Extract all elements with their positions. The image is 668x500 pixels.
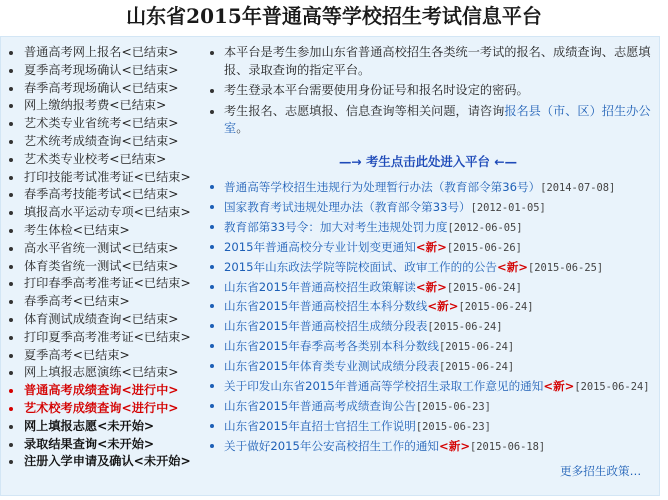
bullet-icon (9, 336, 13, 340)
sidebar-item-label: 春季高考技能考试<已结束> (24, 187, 179, 202)
sidebar-item-label: 高水平省统一测试<已结束> (24, 240, 179, 255)
bullet-icon (210, 285, 214, 289)
sidebar-item-label: 录取结果查询<未开始> (24, 436, 155, 451)
news-item[interactable] (204, 357, 652, 377)
bullet-icon (210, 51, 214, 55)
bullet-icon (9, 265, 13, 269)
sidebar-item-label: 艺术类专业校考<已结束> (24, 151, 167, 166)
sidebar-item[interactable] (6, 62, 194, 80)
bullet-icon (210, 205, 214, 209)
bullet-icon (9, 229, 13, 233)
bullet-icon (9, 354, 13, 358)
sidebar-item[interactable] (6, 311, 194, 329)
sidebar-item-label: 春季高考现场确认<已结束> (24, 80, 179, 95)
news-item[interactable] (204, 258, 652, 278)
sidebar-item[interactable] (6, 44, 194, 62)
news-date: [2014-07-08] (540, 182, 616, 194)
sidebar (6, 44, 194, 471)
sidebar-item[interactable] (6, 293, 194, 311)
sidebar-item[interactable] (6, 364, 194, 382)
news-title[interactable]: 山东省2015年春季高考各类别本科分数线 (224, 339, 440, 354)
sidebar-item-label: 普通高考成绩查询<进行中> (24, 383, 179, 398)
news-list (204, 178, 652, 457)
sidebar-item[interactable] (6, 329, 194, 347)
bullet-icon (9, 389, 13, 393)
new-badge: <新> (427, 299, 459, 314)
sidebar-item[interactable] (6, 275, 194, 293)
sidebar-item-label: 艺术校考成绩查询<进行中> (24, 400, 179, 415)
news-title[interactable]: 教育部第33号令：加大对考生违规处罚力度 (224, 219, 448, 234)
news-date: [2012-06-05] (447, 221, 523, 234)
bullet-icon (9, 425, 13, 429)
bullet-icon (9, 51, 13, 55)
bullet-icon (9, 122, 13, 126)
page-title: 山东省2015年普通高等学校招生考试信息平台 (126, 4, 542, 28)
news-date: [2015-06-23] (415, 420, 491, 433)
sidebar-item[interactable] (6, 436, 194, 454)
bullet-icon (9, 300, 13, 304)
sidebar-item[interactable] (6, 240, 194, 258)
sidebar-item[interactable] (6, 453, 194, 471)
sidebar-item-label: 考生体检<已结束> (24, 222, 130, 237)
sidebar-item[interactable] (6, 258, 194, 276)
sidebar-item[interactable] (6, 418, 194, 436)
sidebar-item-label: 艺术类专业省统考<已结束> (24, 116, 179, 131)
sidebar-item[interactable] (6, 382, 194, 400)
bullet-icon (9, 371, 13, 375)
bullet-icon (210, 304, 214, 308)
intro-text: 考生登录本平台需要使用身份证号和报名时设定的密码。 (224, 83, 529, 98)
news-section (204, 178, 652, 457)
news-title[interactable]: 山东省2015年普通高校招生政策解读 (224, 279, 416, 294)
bullet-icon (9, 176, 13, 180)
intro-text: 考生报名、志愿填报、信息查询等相关问题，请咨询 (224, 103, 505, 118)
sidebar-item-label: 网上缴纳报考费<已结束> (24, 98, 167, 113)
sidebar-item-label: 春季高考<已结束> (24, 294, 130, 309)
sidebar-item-label: 打印技能考试准考证<已结束> (24, 169, 191, 184)
bullet-icon (9, 158, 13, 162)
news-title[interactable]: 山东省2015年普通高考成绩查询公告 (224, 398, 416, 413)
bullet-icon (9, 460, 13, 464)
bullet-icon (210, 265, 214, 269)
bullet-icon (9, 69, 13, 73)
bullet-icon (210, 245, 214, 249)
sidebar-item[interactable] (6, 80, 194, 98)
bullet-icon (9, 247, 13, 251)
sidebar-item[interactable] (6, 169, 194, 187)
more-policies-link[interactable]: 更多招生政策… (560, 464, 642, 478)
bullet-icon (9, 443, 13, 447)
news-title[interactable]: 关于做好2015年公安高校招生工作的通知 (224, 438, 440, 453)
bullet-icon (9, 193, 13, 197)
news-title[interactable]: 山东省2015年普通高校招生成绩分段表 (224, 319, 428, 334)
bullet-icon (9, 318, 13, 322)
sidebar-item-label: 网上填报志愿<未开始> (24, 418, 155, 433)
bullet-icon (9, 104, 13, 108)
new-badge: <新> (543, 379, 575, 394)
bullet-icon (210, 185, 214, 189)
news-date: [2015-06-23] (415, 400, 491, 413)
news-date: [2015-06-24] (439, 361, 515, 374)
sidebar-item[interactable] (6, 115, 194, 133)
news-date: [2015-06-18] (470, 440, 546, 453)
bullet-icon (210, 364, 214, 368)
sidebar-item[interactable] (6, 222, 194, 240)
sidebar-item[interactable] (6, 133, 194, 151)
sidebar-item-label: 普通高考网上报名<已结束> (24, 45, 179, 59)
sidebar-item-label: 体育类省统一测试<已结束> (24, 258, 179, 273)
news-item[interactable] (204, 317, 652, 337)
news-item[interactable] (204, 437, 652, 457)
sidebar-item-label: 体育测试成绩查询<已结束> (24, 311, 179, 326)
enter-platform-link[interactable]: —→ 考生点击此处进入平台 ←— (338, 154, 518, 169)
news-date: [2015-06-24] (458, 301, 534, 314)
intro-item (204, 44, 652, 79)
news-title[interactable]: 山东省2015年直招士官招生工作说明 (224, 418, 416, 433)
county-office-link[interactable]: 报名县（市、区）招生办公室 (224, 103, 651, 136)
intro-item (204, 82, 652, 100)
news-item[interactable] (204, 178, 652, 198)
bullet-icon (210, 404, 214, 408)
news-title[interactable]: 国家教育考试违规处理办法（教育部令第33号） (224, 199, 471, 214)
new-badge: <新> (415, 279, 447, 294)
bullet-icon (9, 140, 13, 144)
news-title[interactable]: 2015年普通高校分专业计划变更通知 (224, 239, 416, 254)
news-item[interactable] (204, 278, 652, 298)
sidebar-item-label: 注册入学申请及确认<未开始> (24, 454, 191, 469)
news-date: [2012-01-05] (470, 201, 546, 214)
news-item[interactable] (204, 397, 652, 417)
news-date: [2015-06-26] (446, 241, 522, 254)
sidebar-item[interactable] (6, 400, 194, 418)
sidebar-item-label: 填报高水平运动专项<已结束> (24, 205, 191, 220)
new-badge: <新> (415, 239, 447, 254)
bullet-icon (210, 444, 214, 448)
sidebar-list (6, 44, 194, 471)
news-title[interactable]: 山东省2015年体育类专业测试成绩分段表 (224, 359, 440, 374)
news-item[interactable] (204, 377, 652, 397)
news-title[interactable]: 普通高等学校招生违规行为处理暂行办法（教育部令第36号） (224, 180, 541, 194)
news-date: [2015-06-24] (446, 281, 522, 294)
news-title[interactable]: 关于印发山东省2015年普通高等学校招生录取工作意见的通知 (224, 379, 544, 394)
news-date: [2015-06-24] (427, 321, 503, 334)
new-badge: <新> (439, 438, 471, 453)
intro-text-end: 。 (236, 121, 249, 136)
sidebar-item-label: 网上填报志愿演练<已结束> (24, 365, 179, 380)
sidebar-item[interactable] (6, 204, 194, 222)
bullet-icon (210, 344, 214, 348)
sidebar-item[interactable] (6, 186, 194, 204)
bullet-icon (210, 424, 214, 428)
news-date: [2015-06-24] (439, 341, 515, 354)
bullet-icon (9, 282, 13, 286)
news-title[interactable]: 山东省2015年普通高校招生本科分数线 (224, 299, 428, 314)
news-date: [2015-06-25] (528, 261, 604, 274)
intro-text: 本平台是考生参加山东省普通高校招生各类统一考试的报名、成绩查询、志愿填报、录取查询的指定平台。 (224, 45, 651, 77)
bullet-icon (210, 324, 214, 328)
news-item[interactable] (204, 198, 652, 218)
bullet-icon (210, 225, 214, 229)
bullet-icon (9, 87, 13, 91)
news-item[interactable] (204, 297, 652, 317)
news-item[interactable] (204, 337, 652, 357)
sidebar-item-label: 打印春季高考准考证<已结束> (24, 276, 191, 291)
news-title[interactable]: 2015年山东政法学院等院校面试、政审工作的的公告 (224, 259, 497, 274)
sidebar-item-label: 艺术统考成绩查询<已结束> (24, 133, 179, 148)
sidebar-item[interactable] (6, 97, 194, 115)
sidebar-item[interactable] (6, 151, 194, 169)
news-item[interactable] (204, 238, 652, 258)
news-item[interactable] (204, 417, 652, 437)
intro-item (204, 103, 652, 138)
bullet-icon (210, 384, 214, 388)
bullet-icon (9, 407, 13, 411)
sidebar-item-label: 打印夏季高考准考证<已结束> (24, 329, 191, 344)
bullet-icon (210, 110, 214, 114)
bullet-icon (9, 211, 13, 215)
bullet-icon (210, 89, 214, 93)
new-badge: <新> (496, 259, 529, 274)
sidebar-item-label: 夏季高考<已结束> (24, 347, 130, 362)
sidebar-item[interactable] (6, 347, 194, 365)
intro-section (204, 44, 652, 141)
sidebar-item-label: 夏季高考现场确认<已结束> (24, 62, 179, 77)
news-date: [2015-06-24] (574, 381, 650, 394)
news-item[interactable] (204, 218, 652, 238)
